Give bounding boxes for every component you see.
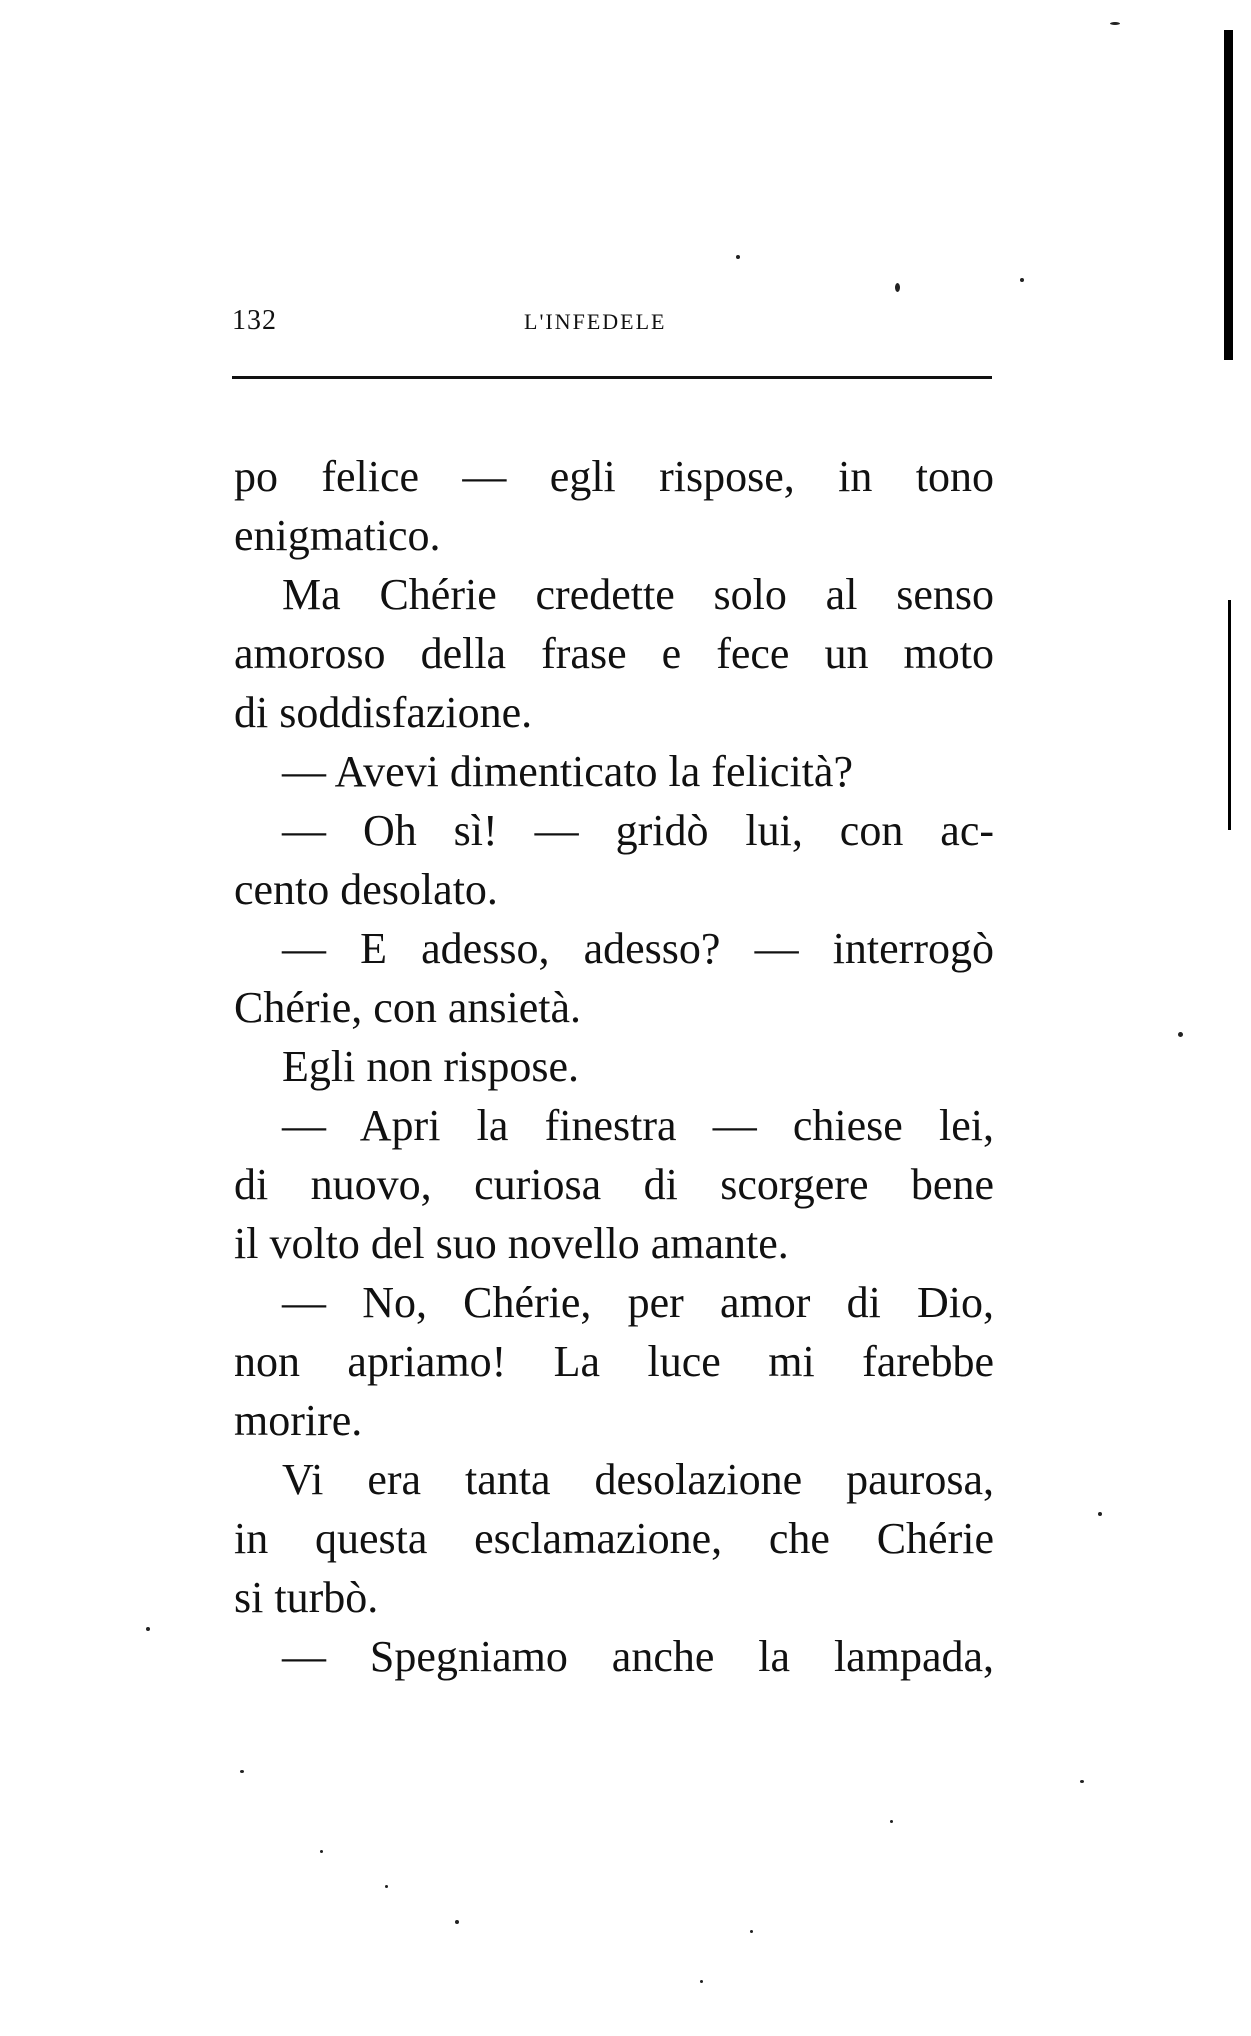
text-line: non apriamo! La luce mi farebbe [234, 1337, 994, 1386]
page-edge-shadow [1224, 30, 1233, 360]
page-edge-shadow-lower [1228, 600, 1231, 830]
scan-speck [1020, 278, 1024, 282]
scan-speck [890, 1820, 893, 1823]
scan-speck [146, 1627, 150, 1631]
text-line: po felice — egli rispose, in tono [234, 452, 994, 501]
scan-speck [1178, 1032, 1183, 1037]
text-line: — Avevi dimenticato la felicità? [282, 747, 853, 796]
text-line: — Spegniamo anche la lampada, [282, 1632, 994, 1681]
scan-speck [736, 255, 740, 259]
text-line: — No, Chérie, per amor di Dio, [282, 1278, 994, 1327]
scan-speck [1080, 1780, 1084, 1783]
text-line: morire. [234, 1396, 363, 1445]
text-line: si turbò. [234, 1573, 379, 1622]
text-line: in questa esclamazione, che Chérie [234, 1514, 994, 1563]
text-line: Ma Chérie credette solo al senso [282, 570, 994, 619]
text-line: il volto del suo novello amante. [234, 1219, 789, 1268]
page-number: 132 [232, 305, 277, 336]
header-rule [232, 376, 992, 379]
scan-speck [1098, 1512, 1102, 1516]
text-line: Chérie, con ansietà. [234, 983, 581, 1032]
scan-speck [750, 1930, 753, 1933]
scan-speck [1110, 22, 1120, 25]
text-line: — Apri la finestra — chiese lei, [282, 1101, 994, 1150]
text-line: Egli non rispose. [282, 1042, 579, 1091]
scan-speck [385, 1885, 388, 1888]
text-line: di soddisfazione. [234, 688, 533, 737]
text-line: amoroso della frase e fece un moto [234, 629, 994, 678]
running-title: L'INFEDELE [524, 309, 667, 334]
text-line: — Oh sì! — gridò lui, con ac- [282, 806, 994, 855]
text-line: enigmatico. [234, 511, 441, 560]
text-line: di nuovo, curiosa di scorgere bene [234, 1160, 994, 1209]
text-line: cento desolato. [234, 865, 498, 914]
scan-speck [895, 283, 900, 292]
scan-speck [320, 1850, 323, 1853]
page-header [232, 305, 992, 345]
body-text [234, 447, 994, 1686]
scan-speck [240, 1770, 244, 1773]
text-line: — E adesso, adesso? — interrogò [282, 924, 994, 973]
scan-speck [455, 1920, 459, 1924]
text-line: Vi era tanta desolazione paurosa, [282, 1455, 994, 1504]
scan-speck [700, 1980, 703, 1983]
